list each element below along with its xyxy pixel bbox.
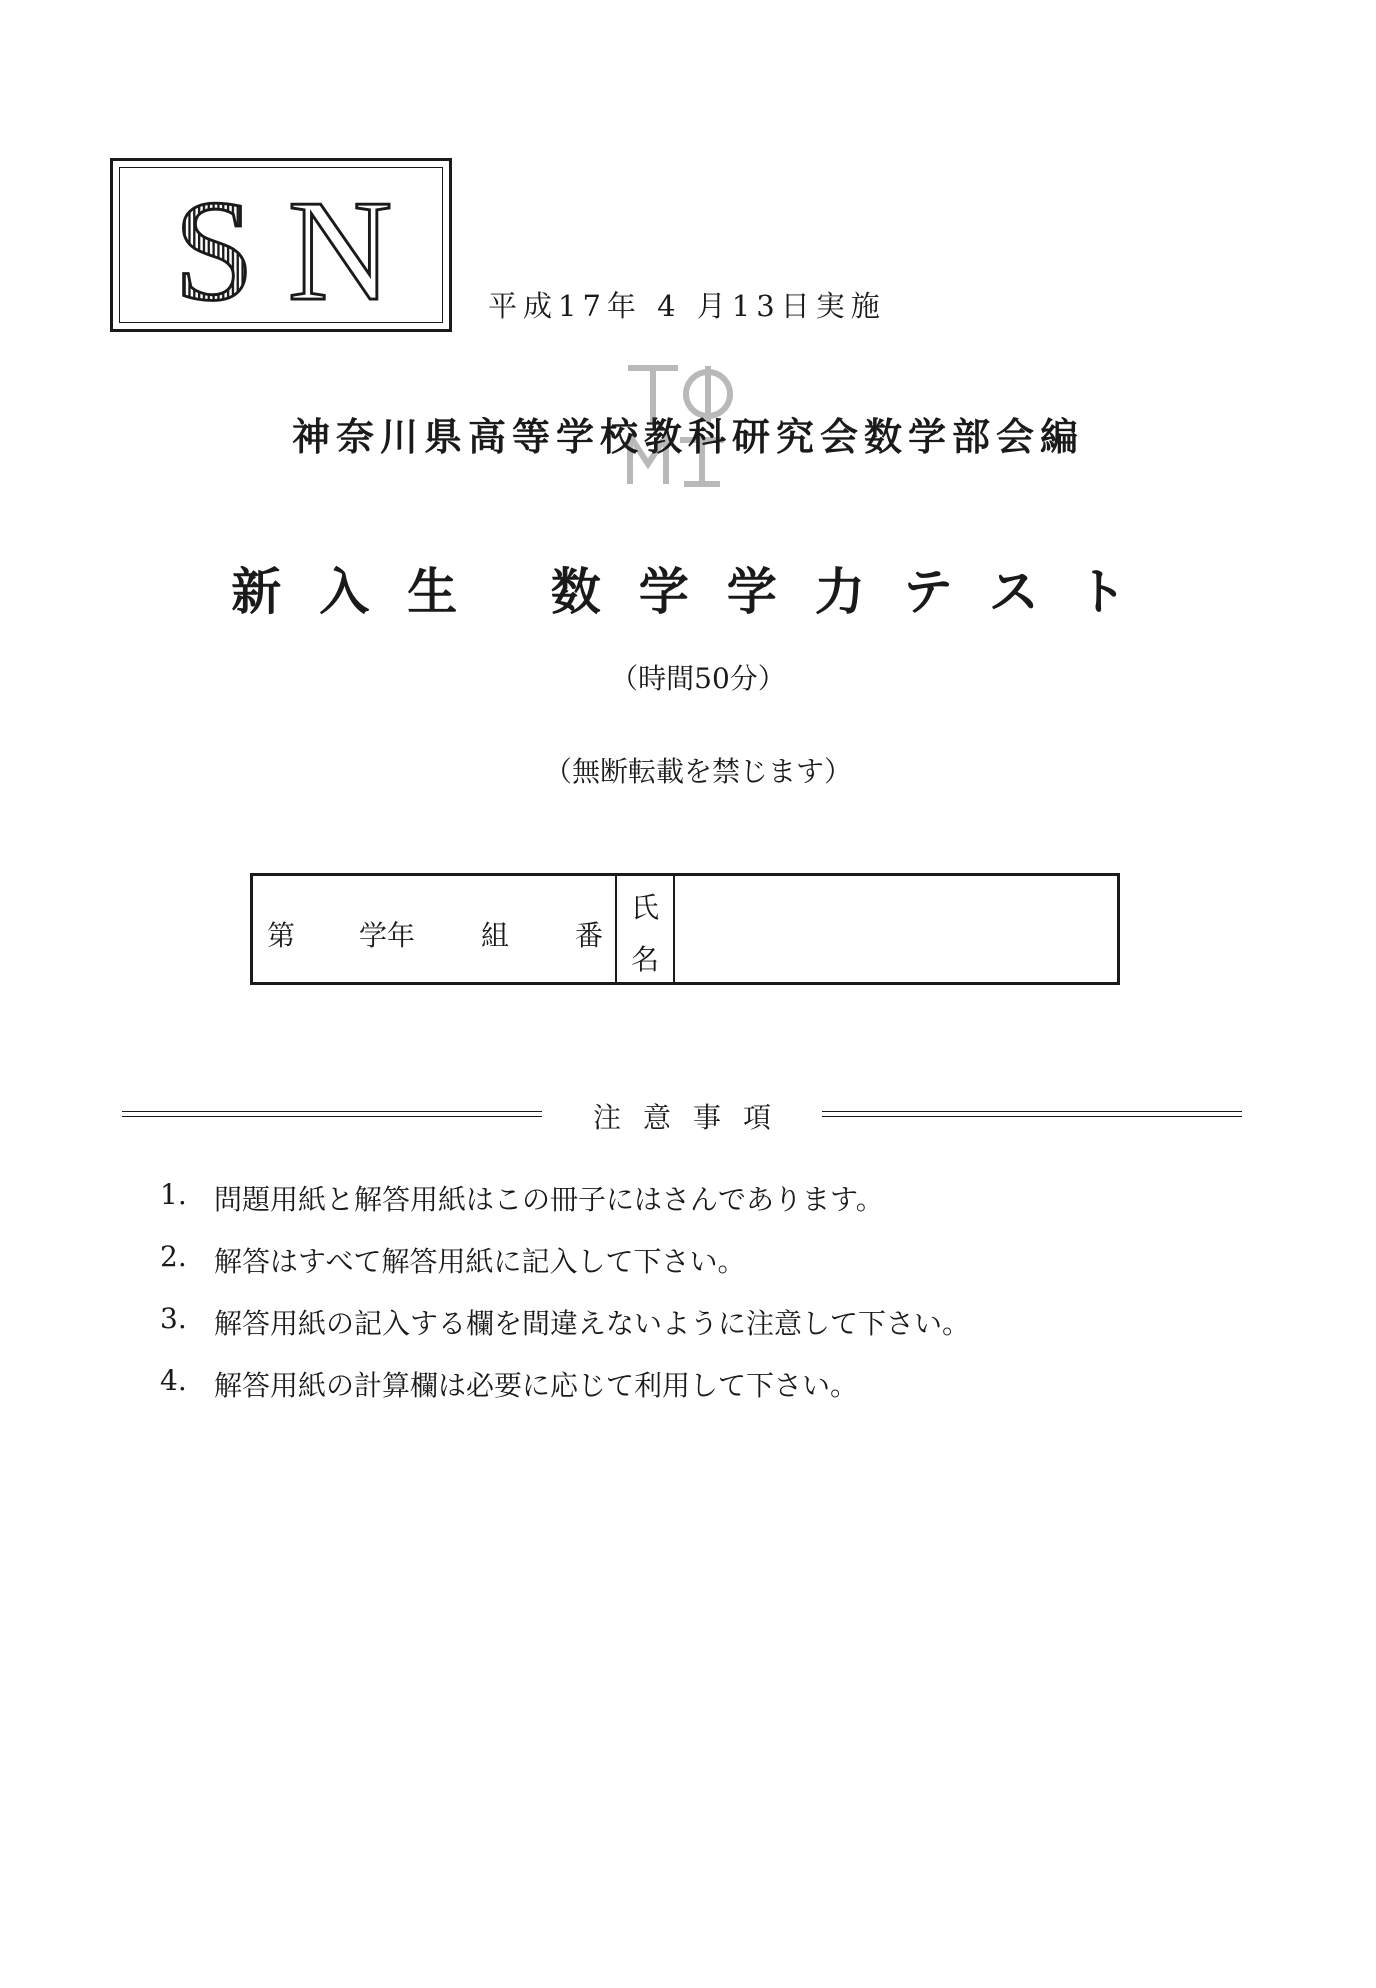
note-text: 解答はすべて解答用紙に記入して下さい。 <box>214 1245 746 1278</box>
time-limit: （時間50分） <box>610 662 786 695</box>
label-dai: 第 <box>267 919 296 952</box>
note-number: 3. <box>160 1302 187 1335</box>
note-text: 解答用紙の記入する欄を間違えないように注意して下さい。 <box>214 1307 971 1340</box>
notes-rule-left <box>122 1111 542 1117</box>
logo-letter-s: S <box>173 171 255 329</box>
note-number: 1. <box>160 1178 187 1211</box>
note-number: 2. <box>160 1240 187 1273</box>
notes-rule-right <box>822 1111 1242 1117</box>
notes-header: 注意事項 <box>592 1101 793 1134</box>
note-number: 4. <box>160 1364 187 1397</box>
note-text: 問題用紙と解答用紙はこの冊子にはさんであります。 <box>214 1183 884 1216</box>
label-shi: 氏 <box>630 891 659 924</box>
note-text: 解答用紙の計算欄は必要に応じて利用して下さい。 <box>214 1369 859 1402</box>
logo-letter-n: N <box>287 171 393 329</box>
label-gakunen: 学年 <box>359 919 416 952</box>
test-title: 新入生 数学学力テスト <box>231 562 1165 621</box>
label-kumi: 組 <box>481 919 510 952</box>
sn-logo <box>113 161 449 329</box>
publisher-name: 神奈川県高等学校教科研究会数学部会編 <box>291 414 1084 459</box>
name-field[interactable] <box>675 876 1117 982</box>
exam-date: 平成17年 4 月13日実施 <box>488 289 886 323</box>
name-label-cell <box>617 876 675 982</box>
class-number-cell[interactable] <box>253 876 617 982</box>
sn-logo-box <box>110 158 452 332</box>
copyright-notice: （無断転載を禁じます） <box>543 755 852 788</box>
label-mei: 名 <box>630 943 659 976</box>
student-info-table <box>250 873 1120 985</box>
label-ban: 番 <box>575 919 604 952</box>
